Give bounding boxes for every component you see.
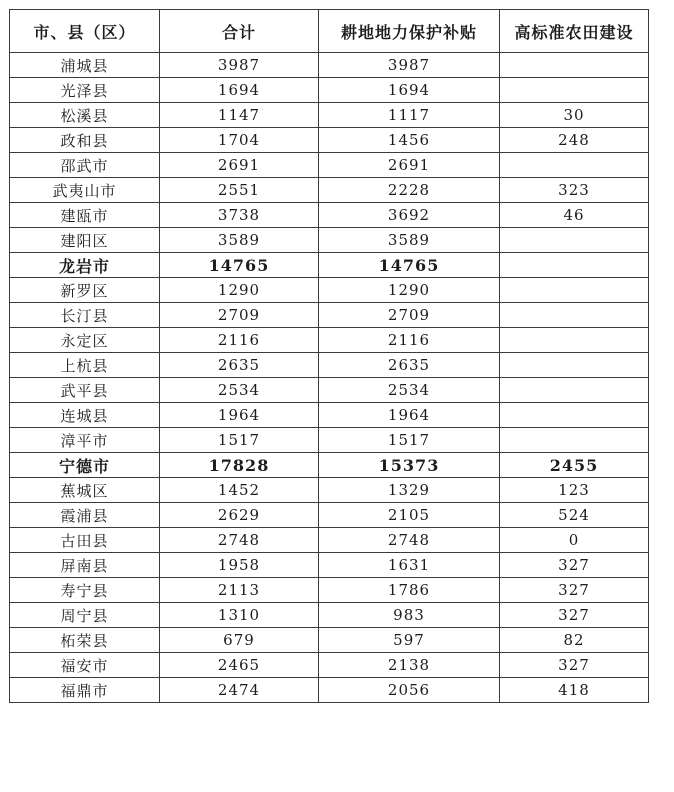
table-row (10, 553, 649, 578)
cell-subsidy: 2228 (319, 178, 500, 203)
cell-region: 柘荣县 (10, 628, 160, 653)
cell-farmland (500, 278, 649, 303)
table-row (10, 403, 649, 428)
cell-region: 龙岩市 (10, 253, 160, 278)
cell-region: 连城县 (10, 403, 160, 428)
cell-farmland (500, 53, 649, 78)
cell-total: 3738 (160, 203, 319, 228)
cell-total: 2465 (160, 653, 319, 678)
cell-total: 17828 (160, 453, 319, 478)
cell-region: 漳平市 (10, 428, 160, 453)
cell-farmland: 123 (500, 478, 649, 503)
cell-subsidy: 2105 (319, 503, 500, 528)
cell-subsidy: 2748 (319, 528, 500, 553)
cell-farmland (500, 353, 649, 378)
cell-farmland: 418 (500, 678, 649, 703)
cell-farmland (500, 303, 649, 328)
cell-total: 2534 (160, 378, 319, 403)
cell-farmland (500, 428, 649, 453)
cell-total: 2116 (160, 328, 319, 353)
table-row (10, 328, 649, 353)
cell-farmland: 30 (500, 103, 649, 128)
table-row (10, 78, 649, 103)
table-row (10, 103, 649, 128)
cell-region: 浦城县 (10, 53, 160, 78)
cell-subsidy: 2138 (319, 653, 500, 678)
cell-total: 2629 (160, 503, 319, 528)
cell-total: 2709 (160, 303, 319, 328)
cell-farmland: 82 (500, 628, 649, 653)
cell-total: 1958 (160, 553, 319, 578)
cell-subsidy: 2709 (319, 303, 500, 328)
cell-subsidy: 1694 (319, 78, 500, 103)
table-row (10, 303, 649, 328)
cell-subsidy: 1290 (319, 278, 500, 303)
table-row (10, 603, 649, 628)
cell-region: 上杭县 (10, 353, 160, 378)
cell-farmland: 0 (500, 528, 649, 553)
cell-region: 周宁县 (10, 603, 160, 628)
cell-subsidy: 2534 (319, 378, 500, 403)
cell-subsidy: 1456 (319, 128, 500, 153)
cell-farmland: 524 (500, 503, 649, 528)
header-row (10, 10, 649, 53)
cell-total: 1704 (160, 128, 319, 153)
cell-subsidy: 1786 (319, 578, 500, 603)
cell-region: 福安市 (10, 653, 160, 678)
cell-region: 建瓯市 (10, 203, 160, 228)
cell-region: 蕉城区 (10, 478, 160, 503)
table-row (10, 653, 649, 678)
table-row (10, 128, 649, 153)
cell-region: 光泽县 (10, 78, 160, 103)
cell-subsidy: 2635 (319, 353, 500, 378)
cell-region: 邵武市 (10, 153, 160, 178)
cell-subsidy: 1964 (319, 403, 500, 428)
cell-subsidy: 1517 (319, 428, 500, 453)
table-row (10, 278, 649, 303)
cell-total: 2691 (160, 153, 319, 178)
table-row (10, 628, 649, 653)
table-row (10, 678, 649, 703)
table-row (10, 153, 649, 178)
cell-region: 古田县 (10, 528, 160, 553)
cell-subsidy: 597 (319, 628, 500, 653)
cell-total: 2635 (160, 353, 319, 378)
cell-farmland (500, 328, 649, 353)
cell-total: 679 (160, 628, 319, 653)
cell-region: 永定区 (10, 328, 160, 353)
cell-subsidy: 15373 (319, 453, 500, 478)
header-farmland: 高标准农田建设 (500, 10, 649, 53)
subsidy-table-container (9, 9, 648, 703)
cell-region: 新罗区 (10, 278, 160, 303)
table-row (10, 503, 649, 528)
table-row (10, 253, 649, 278)
cell-farmland: 327 (500, 603, 649, 628)
cell-farmland: 327 (500, 553, 649, 578)
cell-subsidy: 3692 (319, 203, 500, 228)
cell-subsidy: 983 (319, 603, 500, 628)
cell-farmland: 2455 (500, 453, 649, 478)
cell-total: 1517 (160, 428, 319, 453)
cell-total: 3589 (160, 228, 319, 253)
subsidy-table (9, 9, 649, 703)
cell-farmland (500, 403, 649, 428)
cell-region: 建阳区 (10, 228, 160, 253)
cell-subsidy: 14765 (319, 253, 500, 278)
cell-region: 长汀县 (10, 303, 160, 328)
cell-farmland (500, 253, 649, 278)
table-row (10, 353, 649, 378)
table-row (10, 578, 649, 603)
cell-total: 1964 (160, 403, 319, 428)
cell-subsidy: 2691 (319, 153, 500, 178)
table-row (10, 378, 649, 403)
header-region: 市、县（区） (10, 10, 160, 53)
cell-total: 1147 (160, 103, 319, 128)
cell-farmland: 323 (500, 178, 649, 203)
cell-region: 武夷山市 (10, 178, 160, 203)
cell-farmland (500, 153, 649, 178)
header-total: 合计 (160, 10, 319, 53)
cell-total: 3987 (160, 53, 319, 78)
cell-farmland (500, 378, 649, 403)
header-subsidy: 耕地地力保护补贴 (319, 10, 500, 53)
cell-subsidy: 1631 (319, 553, 500, 578)
cell-subsidy: 2056 (319, 678, 500, 703)
table-row (10, 428, 649, 453)
cell-total: 2113 (160, 578, 319, 603)
cell-total: 2748 (160, 528, 319, 553)
table-row (10, 203, 649, 228)
cell-farmland: 248 (500, 128, 649, 153)
cell-region: 武平县 (10, 378, 160, 403)
cell-total: 1290 (160, 278, 319, 303)
cell-region: 福鼎市 (10, 678, 160, 703)
cell-subsidy: 2116 (319, 328, 500, 353)
cell-subsidy: 1329 (319, 478, 500, 503)
table-row (10, 178, 649, 203)
cell-total: 1452 (160, 478, 319, 503)
cell-region: 松溪县 (10, 103, 160, 128)
table-row (10, 453, 649, 478)
cell-total: 2551 (160, 178, 319, 203)
cell-subsidy: 1117 (319, 103, 500, 128)
cell-region: 霞浦县 (10, 503, 160, 528)
cell-farmland: 327 (500, 653, 649, 678)
table-row (10, 228, 649, 253)
cell-total: 1310 (160, 603, 319, 628)
cell-farmland: 327 (500, 578, 649, 603)
cell-farmland: 46 (500, 203, 649, 228)
table-body (10, 53, 649, 703)
cell-total: 2474 (160, 678, 319, 703)
cell-subsidy: 3589 (319, 228, 500, 253)
cell-region: 寿宁县 (10, 578, 160, 603)
table-row (10, 478, 649, 503)
cell-subsidy: 3987 (319, 53, 500, 78)
cell-region: 宁德市 (10, 453, 160, 478)
cell-farmland (500, 78, 649, 103)
cell-region: 屏南县 (10, 553, 160, 578)
cell-total: 1694 (160, 78, 319, 103)
table-row (10, 528, 649, 553)
table-row (10, 53, 649, 78)
cell-farmland (500, 228, 649, 253)
cell-total: 14765 (160, 253, 319, 278)
cell-region: 政和县 (10, 128, 160, 153)
